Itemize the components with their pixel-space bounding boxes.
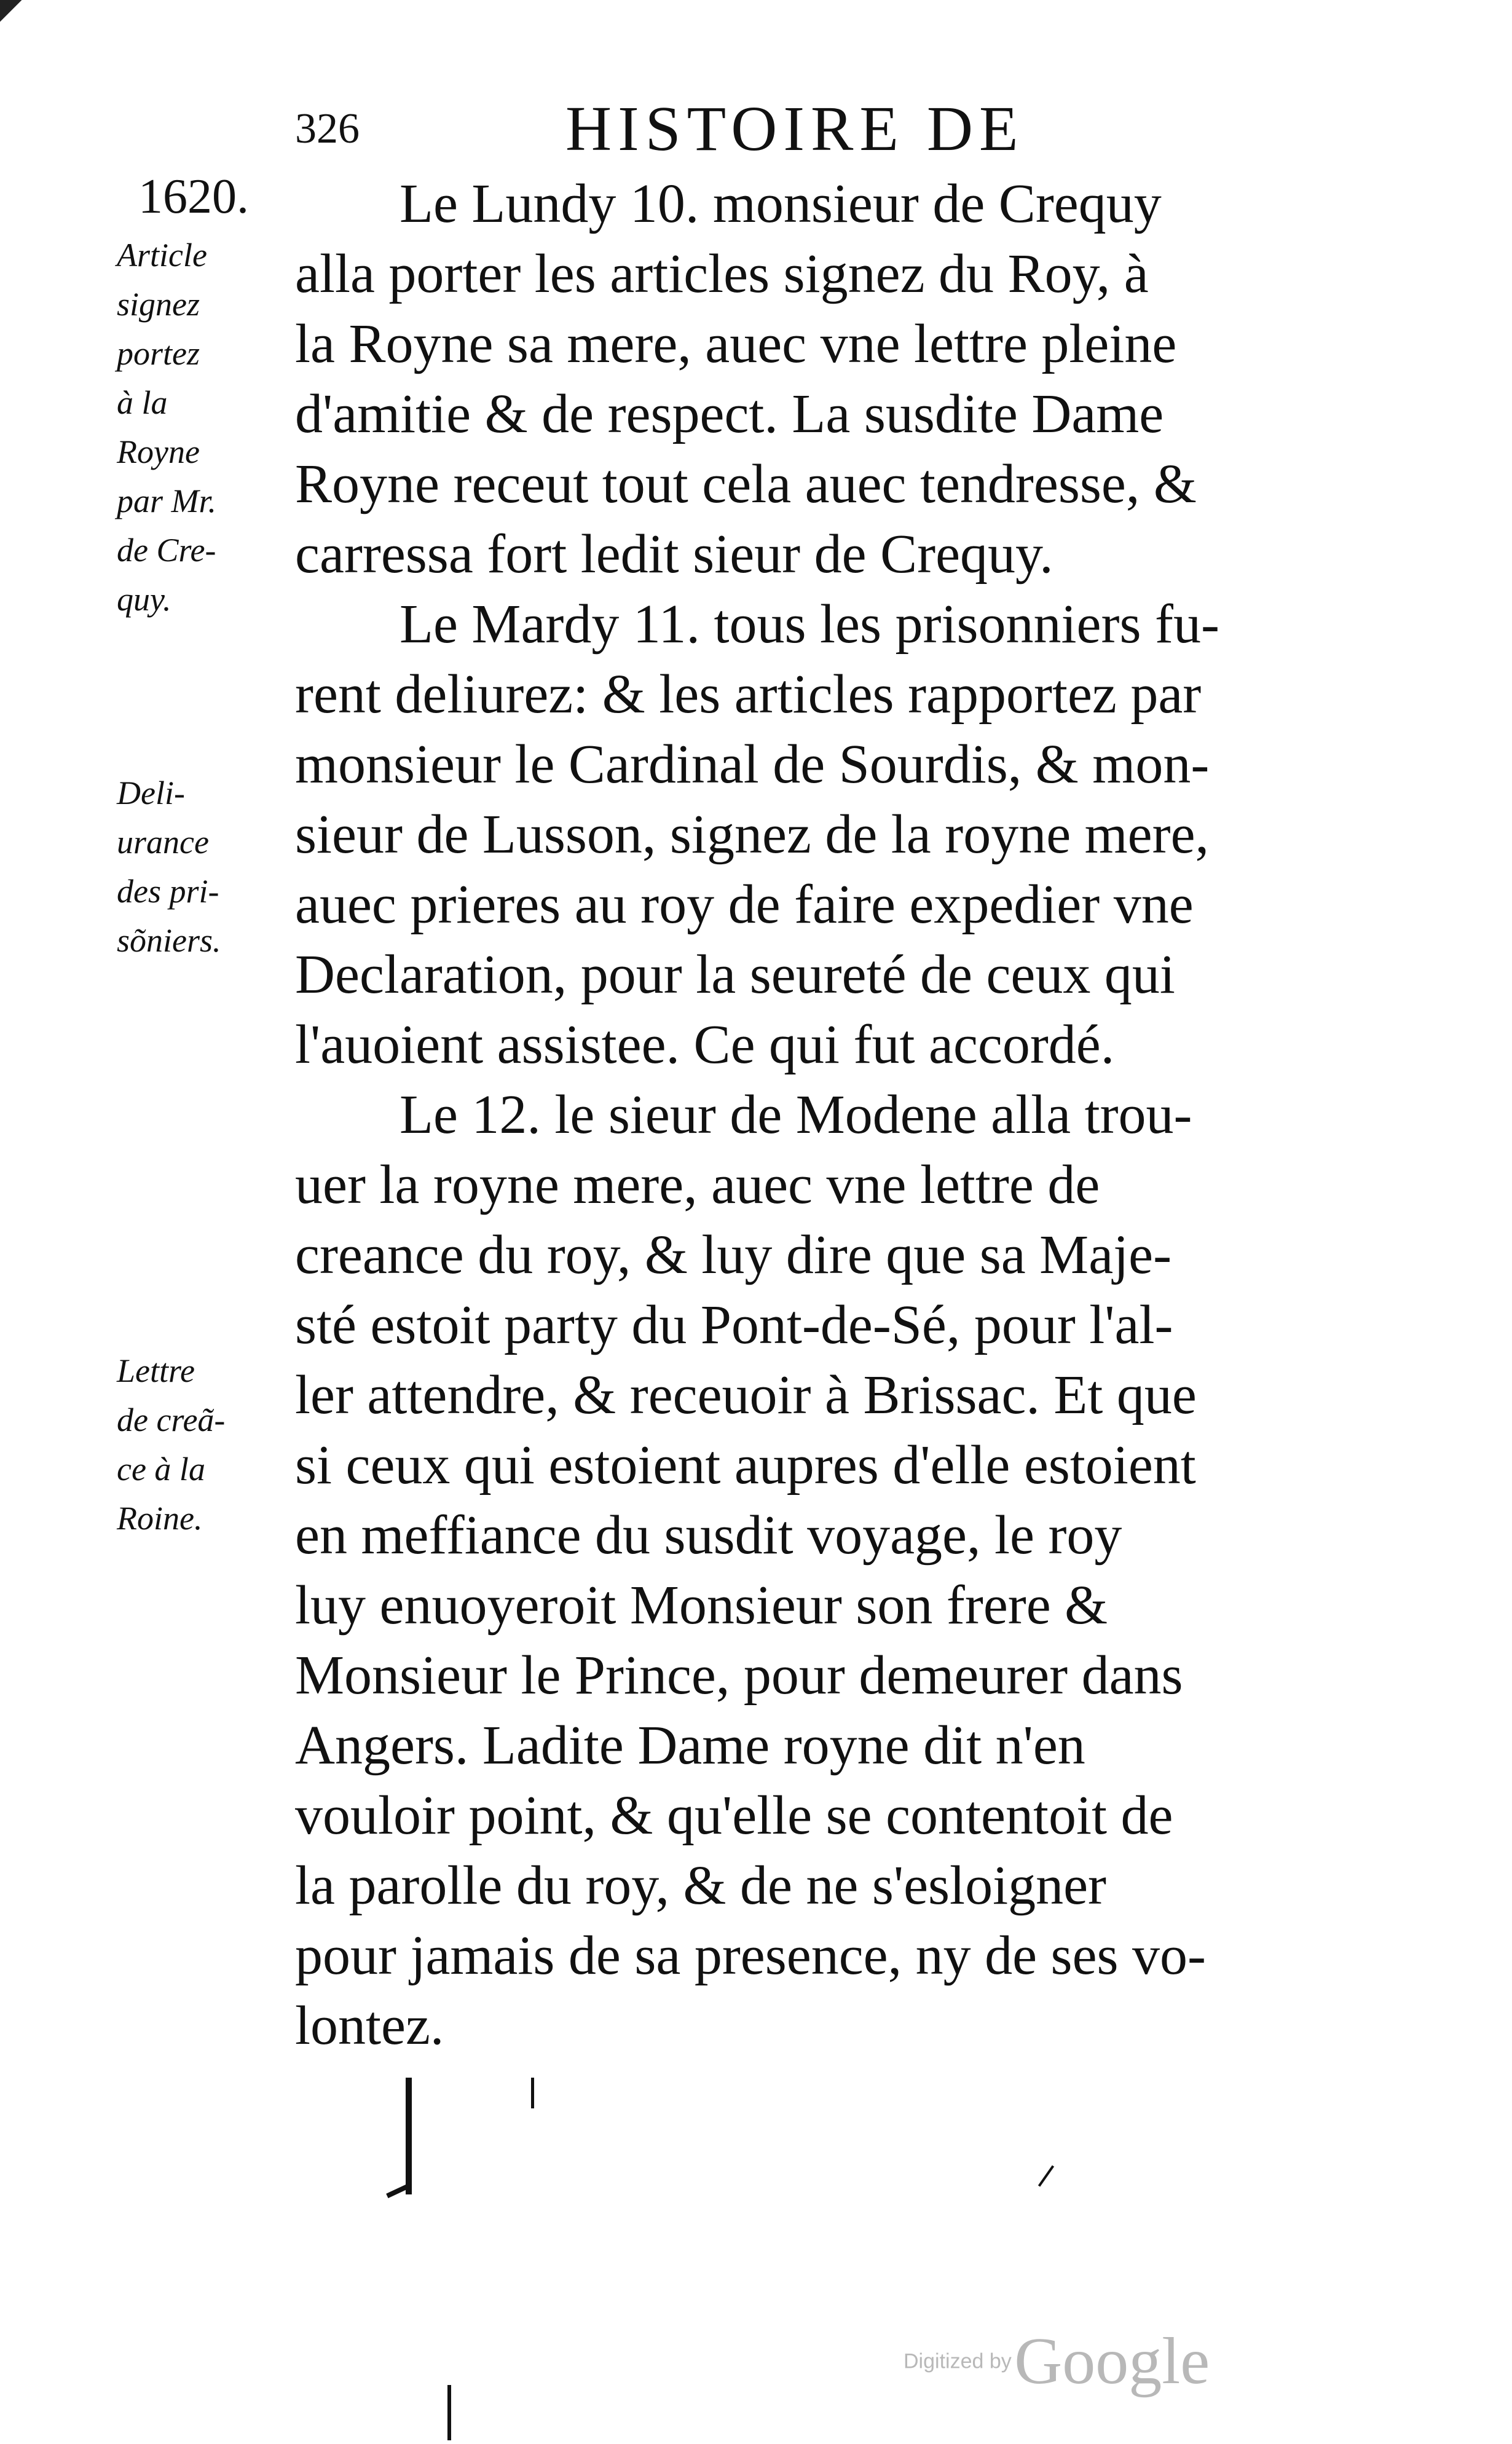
margin-note-line: à la bbox=[117, 384, 168, 421]
text-line: luy enuoyeroit Monsieur son frere & bbox=[295, 1575, 1108, 1636]
margin-note-articles bbox=[117, 231, 289, 624]
text-line: uer la royne mere, auec vne lettre de bbox=[295, 1154, 1100, 1215]
margin-note-line: des pri- bbox=[117, 873, 219, 910]
text-line: rent deliurez: & les articles rapportez par bbox=[295, 664, 1202, 725]
watermark-prefix: Digitized by bbox=[904, 2349, 1012, 2373]
margin-note-line: signez bbox=[117, 286, 200, 323]
running-title: HISTOIRE DE bbox=[565, 93, 1025, 164]
margin-note-line: Roine. bbox=[117, 1500, 203, 1537]
scan-artifact-stroke bbox=[406, 2078, 412, 2194]
text-line: sté estoit party du Pont-de-Sé, pour l'al- bbox=[295, 1295, 1173, 1355]
google-logo: Google bbox=[1014, 2325, 1210, 2398]
margin-note-lettre bbox=[117, 1346, 289, 1543]
scan-artifact-stroke bbox=[1038, 2165, 1054, 2186]
text-line: si ceux qui estoient aupres d'elle estoient bbox=[295, 1435, 1196, 1496]
text-line: vouloir point, & qu'elle se contentoit de bbox=[295, 1785, 1173, 1846]
text-line: l'auoient assistee. Ce qui fut accordé. bbox=[295, 1014, 1115, 1075]
text-line: Le 12. le sieur de Modene alla trou- bbox=[400, 1084, 1192, 1145]
margin-note-line: sõniers. bbox=[117, 922, 221, 959]
margin-note-line: Royne bbox=[117, 433, 200, 470]
text-line: d'amitie & de respect. La susdite Dame bbox=[295, 384, 1164, 444]
text-line: creance du roy, & luy dire que sa Maje- bbox=[295, 1224, 1172, 1285]
text-line: Royne receut tout cela auec tendresse, & bbox=[295, 454, 1197, 514]
margin-note-line: par Mr. bbox=[117, 483, 217, 519]
scan-artifact-stroke bbox=[447, 2385, 451, 2440]
text-line: Le Lundy 10. monsieur de Crequy bbox=[400, 173, 1162, 234]
margin-note-line: ce à la bbox=[117, 1451, 205, 1488]
text-line: monsieur le Cardinal de Sourdis, & mon- bbox=[295, 734, 1210, 795]
text-line: Angers. Ladite Dame royne dit n'en bbox=[295, 1715, 1085, 1776]
text-line: en meffiance du susdit voyage, le roy bbox=[295, 1505, 1122, 1566]
text-line: sieur de Lusson, signez de la royne mere, bbox=[295, 804, 1210, 865]
scan-artifact-stroke bbox=[531, 2078, 534, 2108]
margin-note-line: de Cre- bbox=[117, 532, 216, 569]
year-marker: 1620. bbox=[138, 170, 249, 224]
margin-note-line: Lettre bbox=[117, 1352, 195, 1389]
scan-corner-mark bbox=[0, 0, 37, 25]
text-line: Declaration, pour la seureté de ceux qui bbox=[295, 944, 1175, 1005]
text-line: Monsieur le Prince, pour demeurer dans bbox=[295, 1645, 1183, 1706]
margin-note-line: portez bbox=[117, 335, 200, 372]
text-line: pour jamais de sa presence, ny de ses vo- bbox=[295, 1925, 1207, 1986]
digitized-by-google-watermark bbox=[904, 2324, 1210, 2400]
text-line: alla porter les articles signez du Roy, à bbox=[295, 243, 1149, 304]
margin-note-line: urance bbox=[117, 824, 209, 861]
page-header bbox=[295, 92, 1156, 164]
margin-note-line: quy. bbox=[117, 581, 171, 618]
text-line: lontez. bbox=[295, 1995, 444, 2056]
page-number: 326 bbox=[295, 105, 360, 152]
margin-note-line: Deli- bbox=[117, 775, 185, 811]
body-text bbox=[295, 169, 1377, 2061]
margin-note-line: de creã- bbox=[117, 1401, 226, 1438]
text-line: la parolle du roy, & de ne s'esloigner bbox=[295, 1855, 1106, 1916]
text-line: carressa fort ledit sieur de Crequy. bbox=[295, 524, 1053, 585]
text-line: Le Mardy 11. tous les prisonniers fu- bbox=[400, 594, 1219, 655]
margin-note-line: Article bbox=[117, 237, 207, 274]
text-line: auec prieres au roy de faire expedier vne bbox=[295, 874, 1194, 935]
text-line: ler attendre, & receuoir à Brissac. Et que bbox=[295, 1365, 1197, 1425]
text-line: la Royne sa mere, auec vne lettre pleine bbox=[295, 313, 1177, 374]
margin-note-deliverance bbox=[117, 768, 289, 965]
